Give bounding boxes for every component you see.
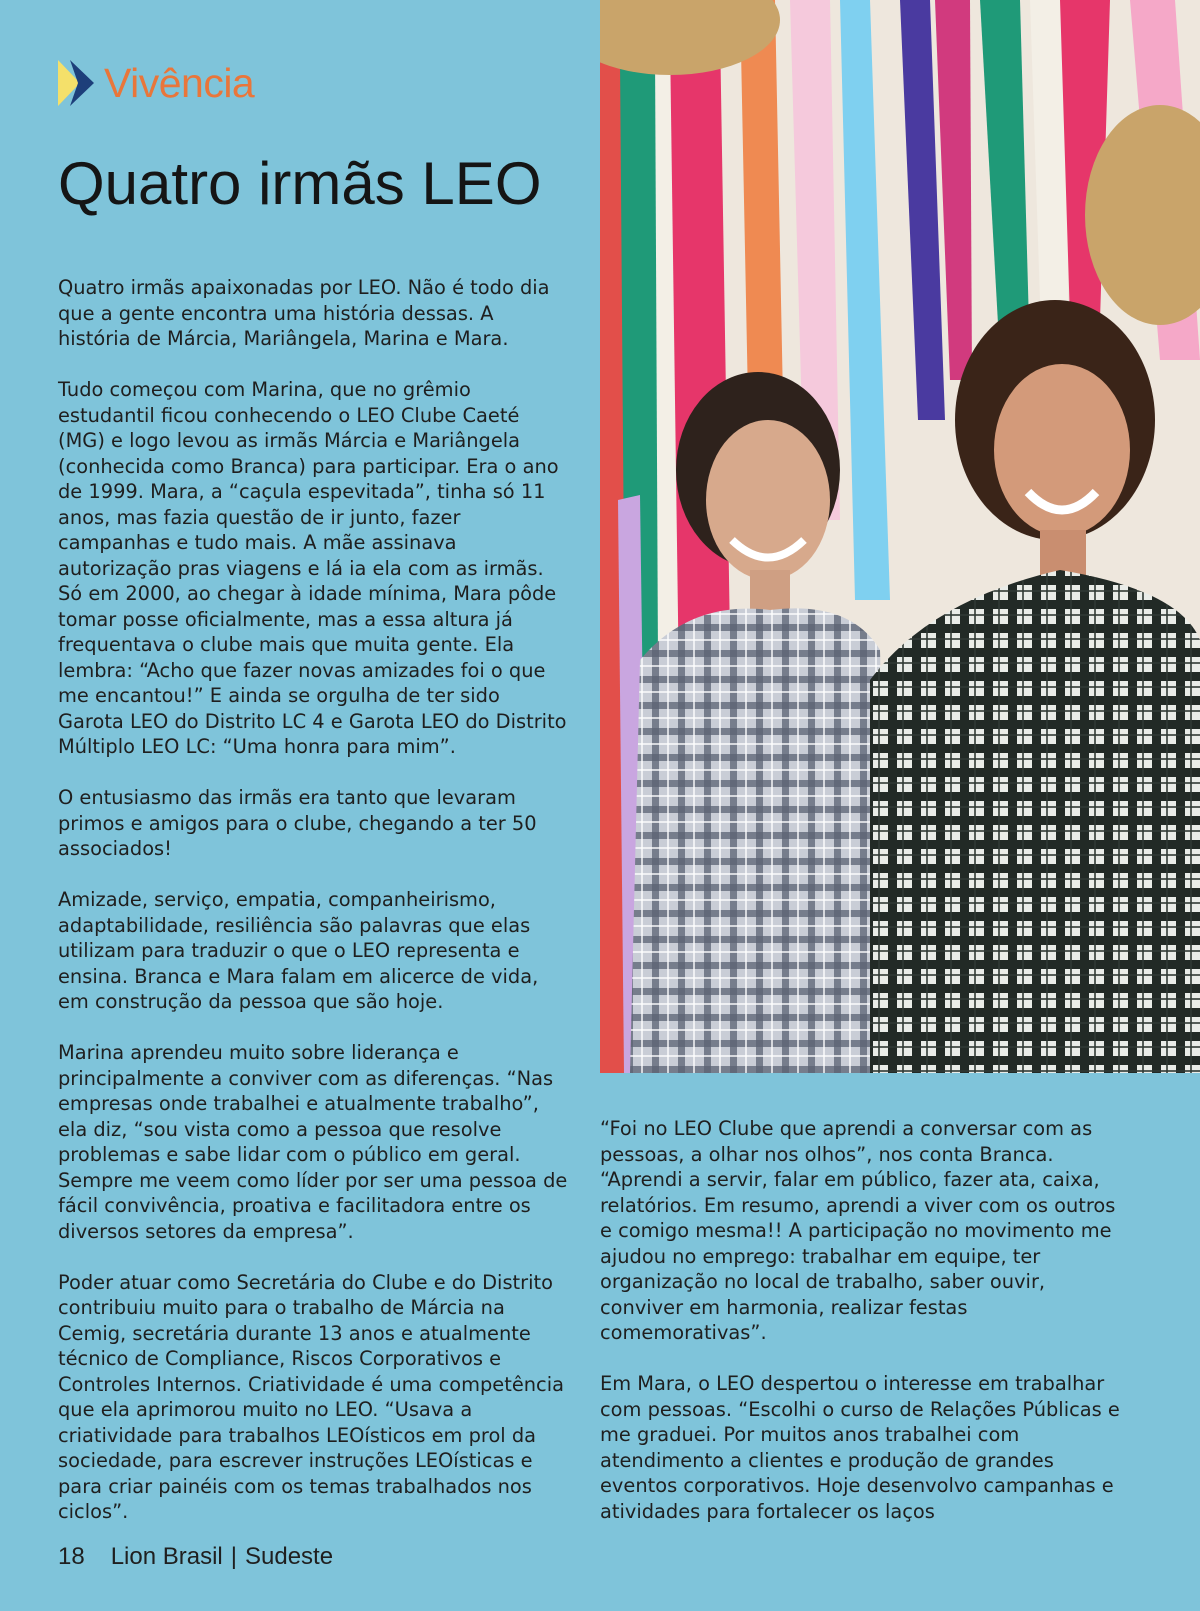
paragraph: Amizade, serviço, empatia, companheirismo, adaptabilidade, resiliência são palavras que elas utilizam para traduzir o que o LEO representa e ensina. Branca e Mara falam em alicerce de vida, em construção da pessoa que são hoje.: [58, 888, 539, 1013]
region-name: Sudeste: [245, 1543, 334, 1570]
paragraph: Marina aprendeu muito sobre liderança e principalmente a conviver com as diferenças. “Nas empresas onde trabalhei e atualmente trabalho”, ela diz, “sou vista como a pessoa que resolve problemas e sabe lidar com o público em geral. Sempre me veem como líder por ser uma pessoa de fácil convivência, proativa e facilitadora entre os diversos setores da empresa”.: [58, 1041, 568, 1243]
article-left-column: [58, 275, 568, 1525]
section-label: Vivência: [104, 60, 255, 106]
paragraph: O entusiasmo das irmãs era tanto que levaram primos e amigos para o clube, chegando a ter 50 associados!: [58, 786, 537, 860]
paragraph: Em Mara, o LEO despertou o interesse em trabalhar com pessoas. “Escolhi o curso de Relações Públicas e me graduei. Por muitos anos trabalhei com atendimento a clientes e produção de grandes eventos corporativos. Hoje desenvolvo campanhas e atividades para fortalecer os laços: [600, 1372, 1120, 1523]
paragraph: Quatro irmãs apaixonadas por LEO. Não é todo dia que a gente encontra uma história dessas. A história de Márcia, Mariângela, Marina e Mara.: [58, 276, 550, 350]
paragraph: Poder atuar como Secretária do Clube e do Distrito contribuiu muito para o trabalho de Márcia na Cemig, secretária durante 13 anos e atualmente técnico de Compliance, Riscos Corporativos e Controles Internos. Criatividade é uma competência que ela aprimorou muito no LEO. “Usava a criatividade para trabalhos LEOísticos em prol da sociedade, para escrever instruções LEOísticas e para criar painéis com os temas trabalhados nos ciclos”.: [58, 1270, 564, 1523]
paragraph: Tudo começou com Marina, que no grêmio estudantil ficou conhecendo o LEO Clube Caeté (MG) e logo levou as irmãs Márcia e Mariângela (conhecida como Branca) para participar. Era o ano de 1999. Mara, a “caçula espevitada”, tinha só 11 anos, mas fazia questão de ir junto, fazer campanhas e tudo mais. A mãe assinava autorização pras viagens e lá ia ela com as irmãs. Só em 2000, ao chegar à idade mínima, Mara pôde tomar posse oficialmente, mas a essa altura já frequentava o clube mais que muita gente. Ela lembra: “Acho que fazer novas amizades foi o que me encantou!” E ainda se orgulha de ter sido Garota LEO do Distrito LC 4 e Garota LEO do Distrito Múltiplo LEO LC: “Uma honra para mim”.: [58, 378, 567, 758]
page-footer: [58, 1537, 333, 1577]
section-tag: [58, 60, 254, 106]
paragraph: “Foi no LEO Clube que aprendi a conversar com as pessoas, a olhar nos olhos”, nos conta Branca. “Aprendi a servir, falar em público, fazer ata, caixa, relatórios. Em resumo, aprendi a viver com os outros e comigo mesma!! A participação no movimento me ajudou no emprego: trabalhar em equipe, ter organização no local de trabalho, saber ouvir, conviver em harmonia, realizar festas comemorativas”.: [600, 1117, 1116, 1344]
article-photo: [600, 0, 1200, 1073]
chevron-right-icon: [58, 60, 98, 106]
article-right-column: [600, 1116, 1120, 1524]
page-title: Quatro irmãs LEO: [58, 150, 542, 217]
footer-separator: |: [230, 1543, 237, 1570]
publication-name: Lion Brasil: [110, 1543, 223, 1570]
photo-two-women: [600, 0, 1200, 1073]
page-number: 18: [58, 1543, 85, 1570]
